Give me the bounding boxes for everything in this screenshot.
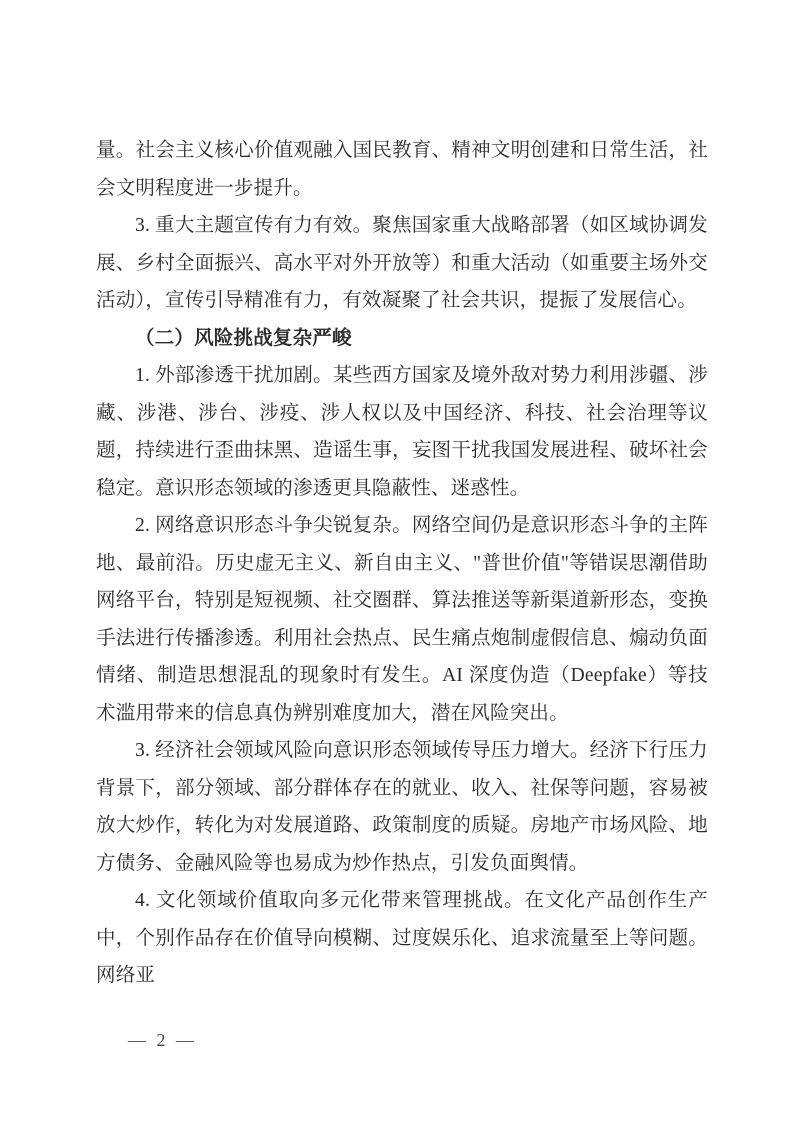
paragraph-risk-4: 4. 文化领域价值取向多元化带来管理挑战。在文化产品创作生产中，个别作品存在价值导向模糊、过度娱乐化、追求流量至上等问题。网络亚 <box>96 890 708 986</box>
document-body <box>96 132 708 995</box>
paragraph-risk-1: 1. 外部渗透干扰加剧。某些西方国家及境外敌对势力利用涉疆、涉藏、涉港、涉台、涉疫、涉人权以及中国经济、科技、社会治理等议题，持续进行歪曲抹黑、造谣生事，妄图干扰我国发展进程、破坏社会稳定。意识形态领域的渗透更具隐蔽性、迷惑性。 <box>96 365 708 499</box>
paragraph-achievement-3: 3. 重大主题宣传有力有效。聚焦国家重大战略部署（如区域协调发展、乡村全面振兴、高水平对外开放等）和重大活动（如重要主场外交活动），宣传引导精准有力，有效凝聚了社会共识，提振了发展信心。 <box>96 215 708 311</box>
paragraph-risk-2: 2. 网络意识形态斗争尖锐复杂。网络空间仍是意识形态斗争的主阵地、最前沿。历史虚无主义、新自由主义、"普世价值"等错误思潮借助网络平台，特别是短视频、社交圈群、算法推送等新渠道新形态，变换手法进行传播渗透。利用社会热点、民生痛点炮制虚假信息、煽动负面情绪、制造思想混乱的现象时有发生。AI 深度伪造（Deepfake）等技术滥用带来的信息真伪辨别难度加大，潜在风险突出。 <box>96 515 708 724</box>
paragraph-continuation: 量。社会主义核心价值观融入国民教育、精神文明创建和日常生活，社会文明程度进一步提升。 <box>96 140 708 199</box>
paragraph-risk-3: 3. 经济社会领域风险向意识形态领域传导压力增大。经济下行压力背景下，部分领域、部分群体存在的就业、收入、社保等问题，容易被放大炒作，转化为对发展道路、政策制度的质疑。房地产市场风险、地方债务、金融风险等也易成为炒作热点，引发负面舆情。 <box>96 740 708 874</box>
section-heading-risks: （二）风险挑战复杂严峻 <box>135 327 352 349</box>
page-number: — 2 — <box>128 1030 197 1050</box>
